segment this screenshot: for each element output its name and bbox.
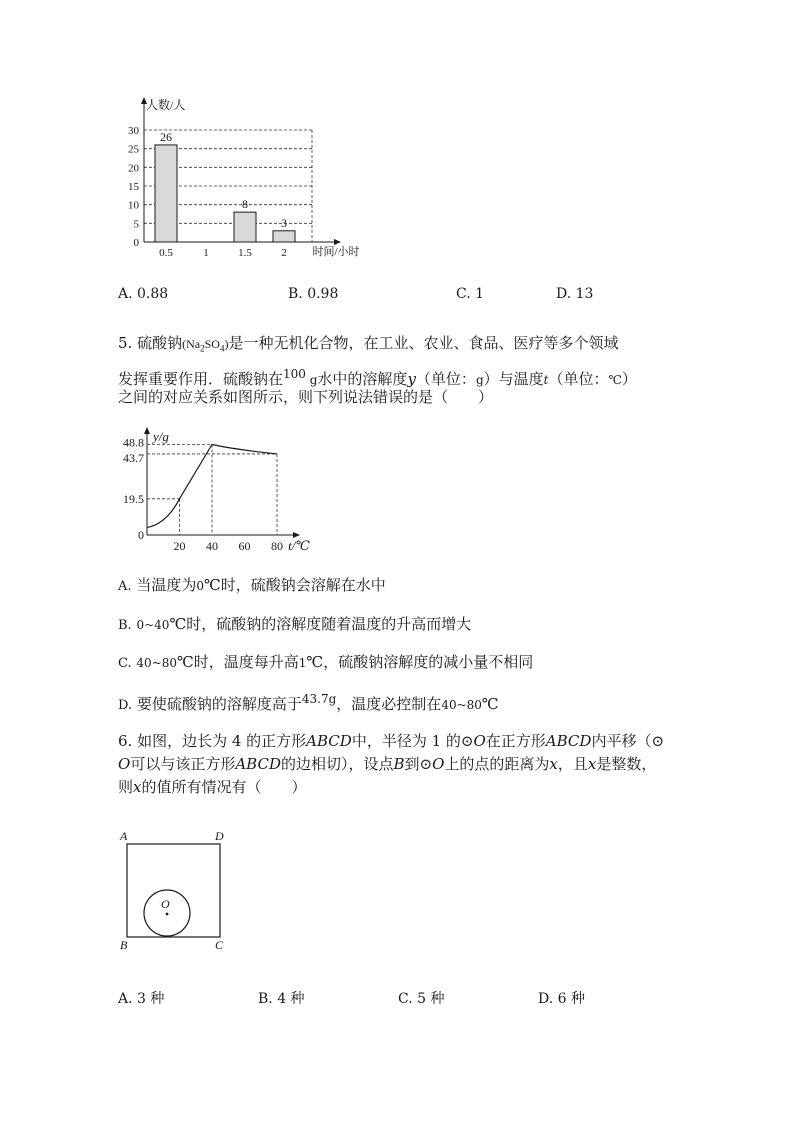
y-tick-label: 43.7 <box>123 450 144 465</box>
label-c: C <box>215 938 224 952</box>
q5-option-c[interactable]: C. 40~80℃时，温度每升高1℃，硫酸钠溶解度的减小量不相同 <box>118 653 534 671</box>
label-d: D <box>215 829 224 843</box>
x-tick-label: 2 <box>281 247 287 259</box>
y-axis-label: y/g <box>153 429 169 444</box>
label-a: A <box>120 829 128 843</box>
y-axis-arrow <box>144 427 150 434</box>
q6-stem-line1: 6. 如图，边长为 4 的正方形ABCD中，半径为 1 的⊙O在正方形ABCD内平移（⊙ <box>118 732 665 750</box>
q6-stem-line3: 则x的值所有情况有（ ） <box>118 778 307 796</box>
q4-option-b[interactable]: B. 0.98 <box>288 286 339 302</box>
bar-value-label: 26 <box>160 129 172 144</box>
x-tick-label: 60 <box>238 539 251 553</box>
y-axis-label: 人数/人 <box>146 98 186 112</box>
x-tick-label: 1 <box>203 247 209 259</box>
y-tick-label: 25 <box>128 143 139 156</box>
bar-chart-study-time <box>110 95 370 265</box>
x-tick-label: 20 <box>173 539 186 553</box>
q6-option-d[interactable]: D. 6 种 <box>538 991 585 1007</box>
y-tick-label: 48.8 <box>123 435 144 450</box>
q5-stem-line2: 发挥重要作用．硫酸钠在$^{100}$ g水中的溶解度y（单位：g）与温度t（单位：℃） <box>118 367 637 388</box>
y-tick-label: 0 <box>138 528 144 542</box>
q6-option-c[interactable]: C. 5 种 <box>398 991 445 1007</box>
q5-stem-line3: 之间的对应关系如图所示，则下列说法错误的是（ ） <box>118 388 494 406</box>
q4-option-d[interactable]: D. 13 <box>556 286 594 302</box>
x-tick-label: 1.5 <box>238 247 252 259</box>
q5-option-d[interactable]: D. 要使硫酸钠的溶解度高于$^{43.7g}$，温度必控制在40~80℃ <box>118 692 499 713</box>
center-point-o <box>166 913 169 916</box>
y-tick-label: 0 <box>133 237 139 249</box>
y-tick-label: 10 <box>128 199 139 212</box>
q6-option-a[interactable]: A. 3 种 <box>118 991 165 1007</box>
bar-0.5 <box>155 145 177 242</box>
y-tick-label: 30 <box>128 125 139 137</box>
bar-1.5 <box>234 212 256 242</box>
bar-2 <box>273 231 295 242</box>
q5-option-b[interactable]: B. 0~40℃时，硫酸钠的溶解度随着温度的升高而增大 <box>118 615 472 633</box>
y-tick-label: 20 <box>128 162 139 175</box>
q6-stem-line2: O可以与该正方形ABCD的边相切），设点B到⊙O上的点的距离为x，且x是整数， <box>118 755 657 773</box>
q4-option-a[interactable]: A. 0.88 <box>118 286 169 302</box>
y-tick-label: 5 <box>133 218 139 231</box>
x-axis-label: 时间/小时 <box>312 246 360 258</box>
y-tick-label: 19.5 <box>123 491 144 506</box>
square-circle-figure <box>110 825 240 955</box>
x-axis-arrow <box>334 239 341 245</box>
y-tick-label: 15 <box>128 181 139 193</box>
label-b: B <box>120 938 128 952</box>
x-tick-label: 40 <box>206 539 218 553</box>
q4-option-c[interactable]: C. 1 <box>456 286 485 302</box>
x-axis-label: t/℃ <box>288 538 310 553</box>
x-tick-label: 0.5 <box>159 247 173 259</box>
q5-option-a[interactable]: A. 当温度为0℃时，硫酸钠会溶解在水中 <box>118 576 386 594</box>
bar-value-label: 8 <box>242 197 248 212</box>
bar-value-label: 3 <box>281 215 287 230</box>
x-tick-label: 80 <box>271 539 283 553</box>
q5-stem-line1: 5. 硫酸钠$(Na_2SO_4)$是一种无机化合物，在工业、农业、食品、医疗等多个领域 <box>118 334 619 354</box>
solubility-line-chart <box>110 425 340 555</box>
label-o: O <box>161 897 170 911</box>
q6-option-b[interactable]: B. 4 种 <box>258 991 305 1007</box>
